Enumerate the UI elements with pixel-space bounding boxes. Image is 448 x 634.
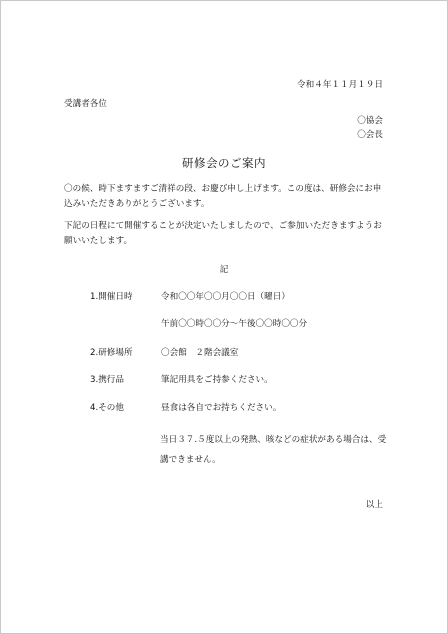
item-label-location: 2.研修場所 [90, 348, 133, 358]
sender-block [357, 116, 383, 145]
sender-title: 〇会長 [357, 130, 383, 141]
body-paragraph-request: 下記の日程にて開催することが決定いたしましたので、ご参加いただきますようお願いいたします。 [64, 221, 382, 246]
item-value-time: 午前〇〇時〇〇分～午後〇〇時〇〇分 [161, 319, 308, 329]
item-value-other: 昼食は各自でお持ちください。 [161, 403, 282, 413]
item-label-other: 4.その他 [90, 403, 124, 413]
body-paragraph-greeting: 〇の候、時下ますますご清祥の段、お慶び申し上げます。この度は、研修会にお申込みいただきありがとうございます。 [64, 184, 382, 209]
ki-heading: 記 [219, 265, 229, 275]
recipient: 受講者各位 [64, 99, 107, 109]
document-title: 研修会のご案内 [182, 156, 266, 170]
item-label-belongings: 3.携行品 [90, 375, 124, 385]
closing-word: 以上 [365, 500, 383, 510]
document-date: 令和４年１１月１９日 [297, 80, 383, 90]
item-value-location: 〇会館 ２階会議室 [161, 348, 239, 358]
item-label-datetime: 1.開催日時 [90, 292, 133, 302]
item-value-belongings: 筆記用具をご持参ください。 [161, 375, 273, 385]
item-value-date: 令和〇〇年〇〇月〇〇日（曜日） [161, 292, 290, 302]
sender-organization: 〇協会 [357, 116, 383, 126]
health-note: 当日３７.５度以上の発熱、咳などの症状がある場合は、受講できません。 [160, 435, 387, 465]
